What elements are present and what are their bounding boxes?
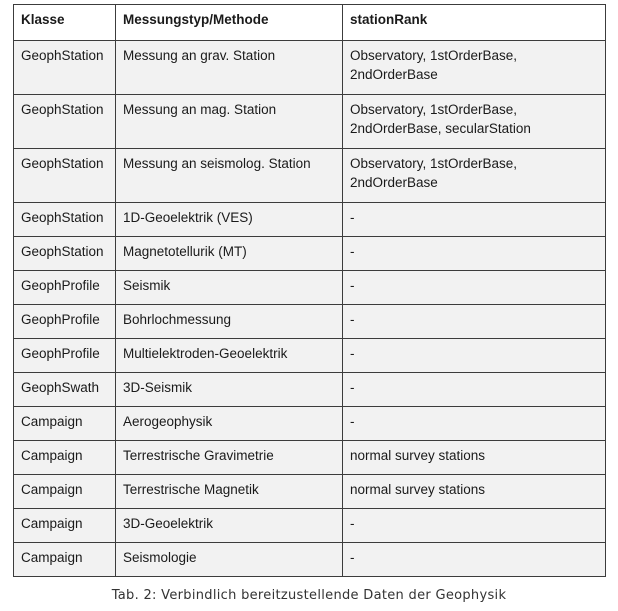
cell-methode: Seismik: [116, 271, 343, 305]
cell-stationrank: [343, 203, 606, 237]
stationrank-line: normal survey stations: [350, 448, 486, 463]
cell-klasse: GeophProfile: [14, 305, 116, 339]
cell-stationrank: [343, 509, 606, 543]
stationrank-line: -: [350, 312, 355, 327]
cell-stationrank: [343, 441, 606, 475]
cell-klasse: Campaign: [14, 509, 116, 543]
cell-methode: Aerogeophysik: [116, 407, 343, 441]
header-stationrank: stationRank: [343, 5, 606, 41]
header-klasse: Klasse: [14, 5, 116, 41]
cell-stationrank: [343, 237, 606, 271]
stationrank-line: Observatory, 1stOrderBase,: [350, 48, 518, 63]
table-row: [14, 441, 606, 475]
header-methode: Messungstyp/Methode: [116, 5, 343, 41]
cell-klasse: GeophStation: [14, 149, 116, 203]
cell-klasse: GeophStation: [14, 95, 116, 149]
cell-klasse: Campaign: [14, 475, 116, 509]
cell-klasse: GeophProfile: [14, 339, 116, 373]
table-row: [14, 149, 606, 203]
cell-methode: Messung an mag. Station: [116, 95, 343, 149]
table-row: [14, 407, 606, 441]
cell-stationrank: [343, 543, 606, 577]
table-row: [14, 305, 606, 339]
cell-klasse: Campaign: [14, 543, 116, 577]
cell-klasse: GeophProfile: [14, 271, 116, 305]
cell-methode: Bohrlochmessung: [116, 305, 343, 339]
cell-methode: 1D-Geoelektrik (VES): [116, 203, 343, 237]
cell-methode: Multielektroden-Geoelektrik: [116, 339, 343, 373]
table-row: [14, 373, 606, 407]
stationrank-line: -: [350, 346, 355, 361]
stationrank-line: -: [350, 278, 355, 293]
table-body: [14, 41, 606, 577]
cell-methode: 3D-Seismik: [116, 373, 343, 407]
cell-methode: Terrestrische Magnetik: [116, 475, 343, 509]
table-row: [14, 203, 606, 237]
stationrank-line: -: [350, 380, 355, 395]
stationrank-line: Observatory, 1stOrderBase,: [350, 156, 518, 171]
stationrank-line: -: [350, 550, 355, 565]
table-row: [14, 237, 606, 271]
stationrank-line: Observatory, 1stOrderBase,: [350, 102, 518, 117]
stationrank-line: -: [350, 244, 355, 259]
cell-klasse: GeophStation: [14, 237, 116, 271]
cell-stationrank: [343, 95, 606, 149]
stationrank-line: 2ndOrderBase: [350, 67, 438, 82]
cell-stationrank: [343, 41, 606, 95]
table-caption: Tab. 2: Verbindlich bereitzustellende Daten der Geophysik: [111, 588, 507, 603]
cell-klasse: Campaign: [14, 441, 116, 475]
table-row: [14, 271, 606, 305]
stationrank-line: 2ndOrderBase: [350, 175, 438, 190]
cell-methode: Messung an seismolog. Station: [116, 149, 343, 203]
cell-methode: Seismologie: [116, 543, 343, 577]
table-row: [14, 475, 606, 509]
table-row: [14, 543, 606, 577]
cell-stationrank: [343, 475, 606, 509]
stationrank-line: -: [350, 414, 355, 429]
cell-klasse: GeophStation: [14, 203, 116, 237]
cell-stationrank: [343, 407, 606, 441]
cell-methode: Messung an grav. Station: [116, 41, 343, 95]
cell-klasse: GeophStation: [14, 41, 116, 95]
table-row: [14, 339, 606, 373]
cell-stationrank: [343, 305, 606, 339]
stationrank-line: -: [350, 210, 355, 225]
stationrank-line: 2ndOrderBase, secularStation: [350, 121, 531, 136]
cell-klasse: Campaign: [14, 407, 116, 441]
cell-methode: 3D-Geoelektrik: [116, 509, 343, 543]
cell-methode: Terrestrische Gravimetrie: [116, 441, 343, 475]
stationrank-line: normal survey stations: [350, 482, 486, 497]
table-row: [14, 95, 606, 149]
cell-stationrank: [343, 271, 606, 305]
table-row: [14, 41, 606, 95]
geophysics-data-table: [13, 4, 606, 577]
cell-methode: Magnetotellurik (MT): [116, 237, 343, 271]
cell-stationrank: [343, 339, 606, 373]
table-row: [14, 509, 606, 543]
cell-stationrank: [343, 149, 606, 203]
stationrank-line: -: [350, 516, 355, 531]
cell-stationrank: [343, 373, 606, 407]
cell-klasse: GeophSwath: [14, 373, 116, 407]
table-header-row: [14, 5, 606, 41]
